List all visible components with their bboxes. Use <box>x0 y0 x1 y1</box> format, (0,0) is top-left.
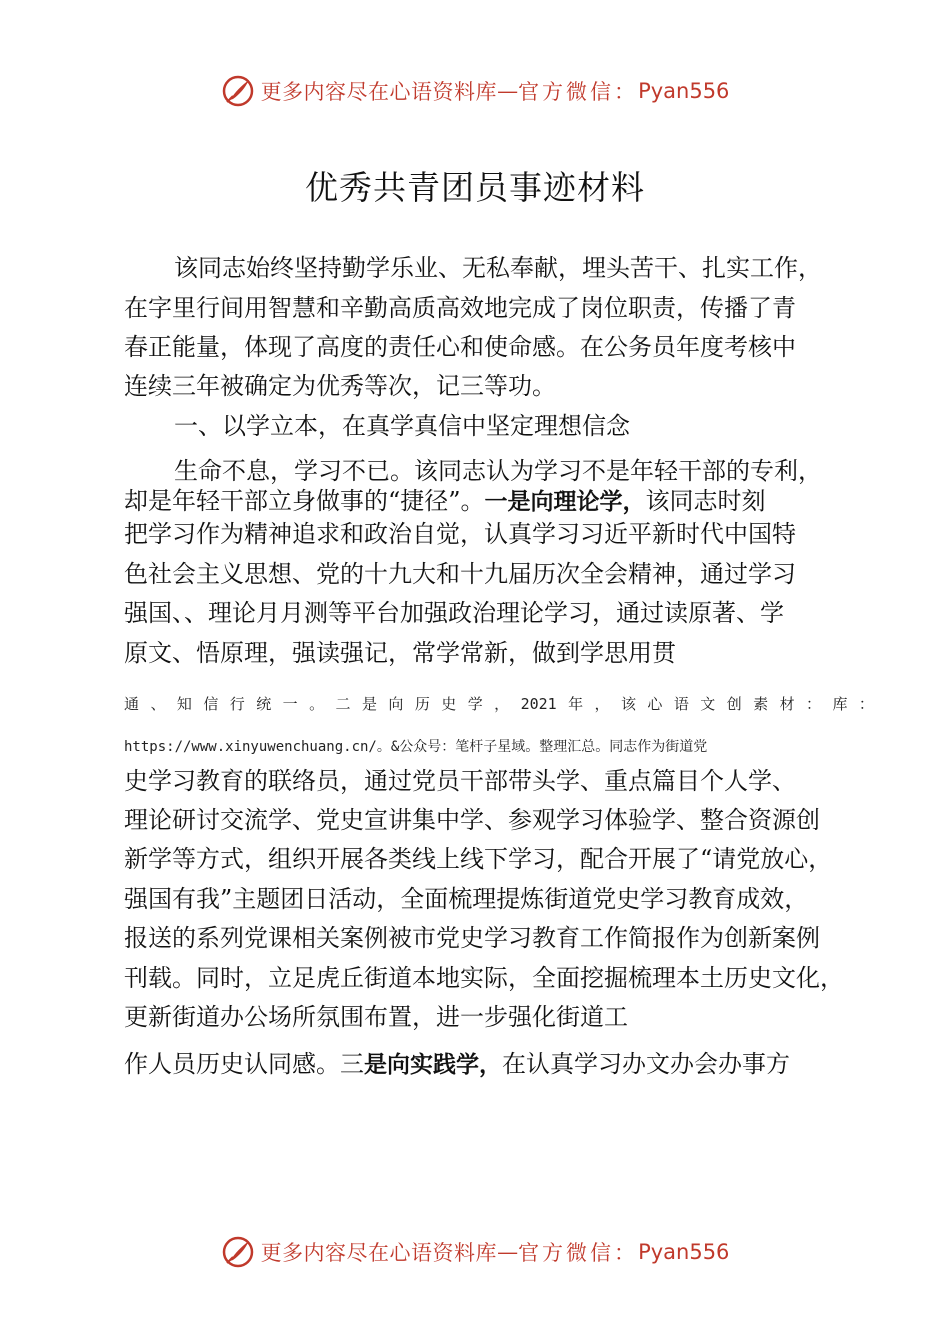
text-line-9: 色社会主义思想、党的十九大和十九届历次全会精神，通过学习 <box>124 560 796 588</box>
header-banner <box>0 74 950 108</box>
spaced-char: 知 <box>176 695 192 713</box>
spaced-char: ， <box>594 695 610 713</box>
text-line-21 <box>124 1048 790 1081</box>
text-line-17: 强国有我”主题团日活动，全面梳理提炼街道党史学习教育成效， <box>124 885 809 913</box>
spaced-char: 。 <box>309 695 325 713</box>
text-line-7 <box>124 485 766 518</box>
spaced-char: ： <box>858 695 874 713</box>
text-line-7-end: 该同志时刻 <box>645 487 766 515</box>
text-line-4: 连续三年被确定为优秀等次，记三等功。 <box>124 372 556 400</box>
quill-logo-icon <box>221 1235 255 1269</box>
text-line-15: 理论研讨交流学、党史宣讲集中学、参观学习体验学、整合资源创 <box>124 806 820 834</box>
spaced-char: 年 <box>568 695 584 713</box>
footer-banner <box>0 1235 950 1269</box>
spaced-char: 信 <box>203 695 219 713</box>
text-line-14: 史学习教育的联络员，通过党员干部带头学、重点篇目个人学、 <box>124 767 796 795</box>
banner-separator: — <box>497 1240 519 1264</box>
bold-phrase-theory: 一是向理论学， <box>484 489 646 515</box>
section-heading-1: 一、以学立本，在真学真信中坚定理想信念 <box>174 412 630 440</box>
banner-site-name: 更多内容尽在心语资料库 <box>260 1241 498 1265</box>
spaced-text-line <box>124 694 874 714</box>
spaced-char: 2021 <box>520 695 557 713</box>
spaced-char: ： <box>806 695 822 713</box>
text-line-20: 更新街道办公场所氛围布置，进一步强化街道工 <box>124 1003 628 1031</box>
text-line-2: 在字里行间用智慧和辛勤高质高效地完成了岗位职责，传播了青 <box>124 294 796 322</box>
text-line-21-start: 作人员历史认同感。三 <box>124 1050 364 1078</box>
quill-logo-icon <box>221 74 255 108</box>
text-line-6: 生命不息，学习不已。该同志认为学习不是年轻干部的专利， <box>174 457 822 485</box>
spaced-char: 素 <box>753 695 769 713</box>
spaced-char: 行 <box>229 695 245 713</box>
spaced-char: 统 <box>256 695 272 713</box>
spaced-char: 学 <box>467 695 483 713</box>
banner-wechat-label: 官方微信： <box>518 1241 639 1265</box>
spaced-char: 文 <box>700 695 716 713</box>
spaced-char: ， <box>494 695 510 713</box>
spaced-char: 心 <box>647 695 663 713</box>
spaced-char: 创 <box>726 695 742 713</box>
bold-phrase-practice: 是向实践学， <box>364 1052 502 1078</box>
banner-separator: — <box>497 79 519 103</box>
banner-wechat-label: 官方微信： <box>518 80 639 104</box>
text-line-21-end: 在认真学习办文办会办事方 <box>502 1050 790 1078</box>
text-line-3: 春正能量，体现了高度的责任心和使命感。在公务员年度考核中 <box>124 333 796 361</box>
spaced-char: 是 <box>361 695 377 713</box>
spaced-char: 语 <box>673 695 689 713</box>
spaced-char: 库 <box>832 695 848 713</box>
text-line-18: 报送的系列党课相关案例被市党史学习教育工作简报作为创新案例 <box>124 924 820 952</box>
banner-wechat-id: Pyan556 <box>638 79 730 103</box>
text-line-16: 新学等方式，组织开展各类线上线下学习，配合开展了“请党放心， <box>124 845 833 873</box>
spaced-char: 历 <box>414 695 430 713</box>
spaced-char: 史 <box>441 695 457 713</box>
spaced-char: 材 <box>779 695 795 713</box>
text-line-7-start: 却是年轻干部立身做事的“捷径”。 <box>124 487 485 515</box>
text-line-1: 该同志始终坚持勤学乐业、无私奉献，埋头苦干、扎实工作， <box>174 254 822 282</box>
text-line-8: 把学习作为精神追求和政治自觉，认真学习习近平新时代中国特 <box>124 520 796 548</box>
url-text-line: https://www.xinyuwenchuang.cn/。&公众号：笔杆子星域。整理汇总。同志作为街道党 <box>124 739 708 755</box>
text-line-19: 刊载。同时，立足虎丘街道本地实际，全面挖掘梳理本土历史文化， <box>124 964 844 992</box>
spaced-char: 该 <box>620 695 636 713</box>
text-line-10: 强国、、理论月月测等平台加强政治理论学习，通过读原著、学 <box>124 599 784 627</box>
spaced-char: 通 <box>124 695 140 713</box>
banner-wechat-id: Pyan556 <box>638 1240 730 1264</box>
spaced-char: 向 <box>388 695 404 713</box>
text-line-11: 原文、悟原理，强读强记，常学常新，做到学思用贯 <box>124 639 676 667</box>
spaced-char: 、 <box>150 695 166 713</box>
document-title: 优秀共青团员事迹材料 <box>305 168 645 207</box>
banner-site-name: 更多内容尽在心语资料库 <box>260 80 498 104</box>
spaced-char: 二 <box>335 695 351 713</box>
spaced-char: 一 <box>282 695 298 713</box>
